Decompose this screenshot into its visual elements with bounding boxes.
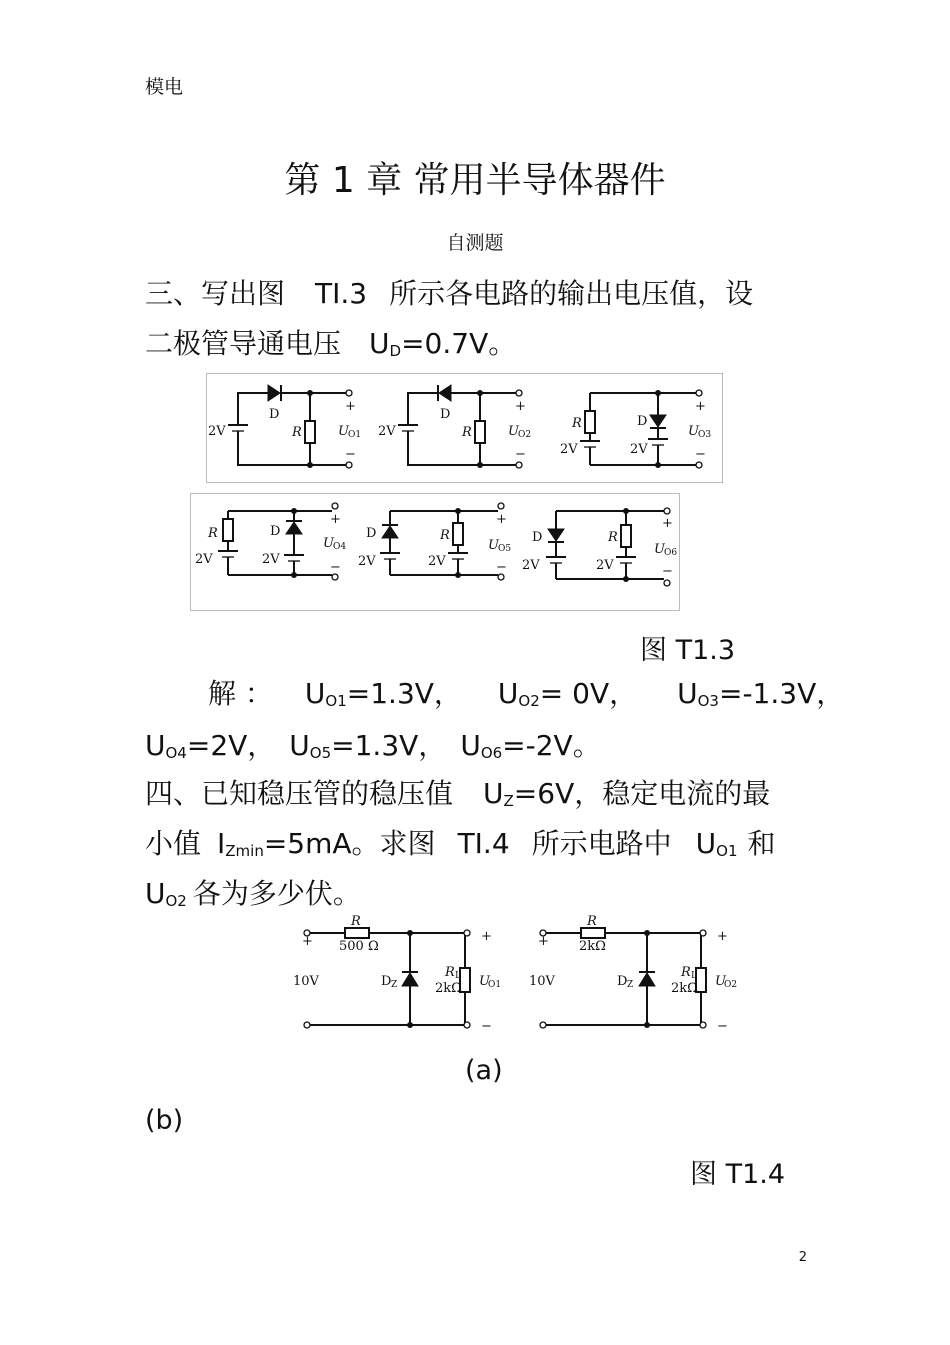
svg-text:−: −: [496, 560, 507, 575]
svg-text:D: D: [617, 974, 628, 989]
svg-text:D: D: [637, 414, 648, 429]
svg-text:2V: 2V: [378, 424, 396, 439]
svg-text:L: L: [691, 971, 697, 981]
q4-line3: $U_{O2}$ 各为多少伏。: [145, 877, 361, 910]
svg-text:U: U: [488, 538, 499, 553]
svg-text:U: U: [508, 424, 519, 439]
svg-text:Z: Z: [627, 980, 634, 990]
svg-text:+: +: [496, 512, 507, 527]
figure-t1-4-caption: 图 T1.4: [690, 1159, 786, 1190]
svg-text:R: R: [608, 530, 618, 545]
svg-text:2kΩ: 2kΩ: [579, 939, 606, 954]
circuit-a: [293, 914, 501, 1034]
circuit-6: [522, 508, 677, 586]
svg-text:2V: 2V: [195, 552, 213, 567]
figure-t1-4-caption-a: (a): [465, 1055, 503, 1086]
svg-text:+: +: [330, 512, 341, 527]
svg-text:+: +: [345, 399, 356, 414]
svg-text:U: U: [688, 424, 699, 439]
svg-text:2V: 2V: [262, 552, 280, 567]
circuit-5: [358, 503, 511, 580]
svg-text:D: D: [269, 407, 280, 422]
svg-text:+: +: [302, 934, 313, 949]
svg-text:+: +: [695, 399, 706, 414]
svg-text:2V: 2V: [428, 554, 446, 569]
svg-text:+: +: [538, 934, 549, 949]
svg-text:R: R: [462, 425, 472, 440]
svg-text:2V: 2V: [560, 442, 578, 457]
svg-text:10V: 10V: [529, 974, 555, 989]
svg-text:R: R: [351, 914, 361, 929]
figure-t1-3-row2: [190, 493, 680, 611]
circuit-2: [378, 385, 531, 468]
circuit-3: [560, 390, 711, 468]
figure-t1-4: [287, 912, 742, 1036]
svg-text:−: −: [481, 1019, 492, 1034]
q4-line1: 四、已知稳压管的稳压值 $U_Z=6V$，稳定电流的最: [145, 777, 771, 810]
svg-text:−: −: [515, 447, 526, 462]
svg-text:2V: 2V: [208, 424, 226, 439]
svg-text:−: −: [662, 564, 673, 579]
svg-text:10V: 10V: [293, 974, 319, 989]
svg-text:R: R: [572, 416, 582, 431]
svg-text:R: R: [292, 425, 302, 440]
svg-text:−: −: [330, 560, 341, 575]
svg-text:D: D: [532, 530, 543, 545]
q3-line1: 三、写出图 TI.3 所示各电路的输出电压值，设: [145, 277, 754, 310]
svg-text:2V: 2V: [630, 442, 648, 457]
svg-text:U: U: [338, 424, 349, 439]
chapter-title: 第 1 章 常用半导体器件: [284, 160, 666, 201]
answer-line2: $U_{O4}=2V$， $U_{O5}=1.3V$， $U_{O6}=-2V$。: [145, 729, 601, 762]
circuit-4: [195, 503, 346, 580]
svg-text:R: R: [208, 526, 218, 541]
svg-text:O6: O6: [664, 548, 678, 558]
svg-text:U: U: [479, 974, 490, 989]
svg-text:O2: O2: [724, 980, 738, 990]
svg-text:+: +: [662, 516, 673, 531]
svg-text:O5: O5: [498, 544, 512, 554]
page-number: 2: [798, 1250, 807, 1265]
svg-text:2V: 2V: [596, 558, 614, 573]
svg-text:O1: O1: [488, 980, 502, 990]
svg-text:+: +: [481, 929, 492, 944]
svg-text:2V: 2V: [522, 558, 540, 573]
svg-text:R: R: [445, 965, 455, 980]
svg-text:L: L: [455, 971, 461, 981]
svg-text:U: U: [715, 974, 726, 989]
figure-t1-3-caption: 图 T1.3: [640, 635, 736, 666]
page-header: 模电: [145, 76, 184, 98]
svg-text:O3: O3: [698, 430, 712, 440]
svg-text:D: D: [440, 407, 451, 422]
section-subtitle: 自测题: [446, 232, 504, 254]
circuit-1: [208, 385, 361, 468]
svg-text:−: −: [717, 1019, 728, 1034]
svg-text:R: R: [440, 528, 450, 543]
svg-text:2V: 2V: [358, 554, 376, 569]
q4-line2: 小值 $I_{Zmin}=5mA$。求图 TI.4 所示电路中 $U_{O1}$ 和: [145, 827, 776, 860]
svg-text:500 Ω: 500 Ω: [339, 939, 379, 954]
svg-text:R: R: [587, 914, 597, 929]
svg-text:−: −: [345, 447, 356, 462]
svg-text:2kΩ: 2kΩ: [671, 981, 698, 996]
svg-text:D: D: [270, 524, 281, 539]
svg-text:O4: O4: [333, 542, 347, 552]
figure-t1-4-caption-b: (b): [145, 1105, 184, 1136]
svg-text:+: +: [515, 399, 526, 414]
q3-line2: 二极管导通电压 $U_D=0.7V$。: [145, 327, 517, 360]
svg-text:D: D: [381, 974, 392, 989]
circuit-b: [529, 914, 737, 1034]
svg-text:O2: O2: [518, 430, 532, 440]
svg-text:2kΩ: 2kΩ: [435, 981, 462, 996]
svg-text:R: R: [681, 965, 691, 980]
svg-text:U: U: [323, 536, 334, 551]
svg-text:D: D: [366, 526, 377, 541]
figure-t1-3-row1: [206, 373, 723, 483]
svg-text:O1: O1: [348, 430, 362, 440]
svg-text:Z: Z: [391, 980, 398, 990]
svg-text:−: −: [695, 447, 706, 462]
svg-text:U: U: [654, 542, 665, 557]
answer-line1: 解 ： $U_{O1}=1.3V$， $U_{O2}= 0V$， $U_{O3}=-1.3V$，: [208, 677, 845, 710]
svg-text:+: +: [717, 929, 728, 944]
